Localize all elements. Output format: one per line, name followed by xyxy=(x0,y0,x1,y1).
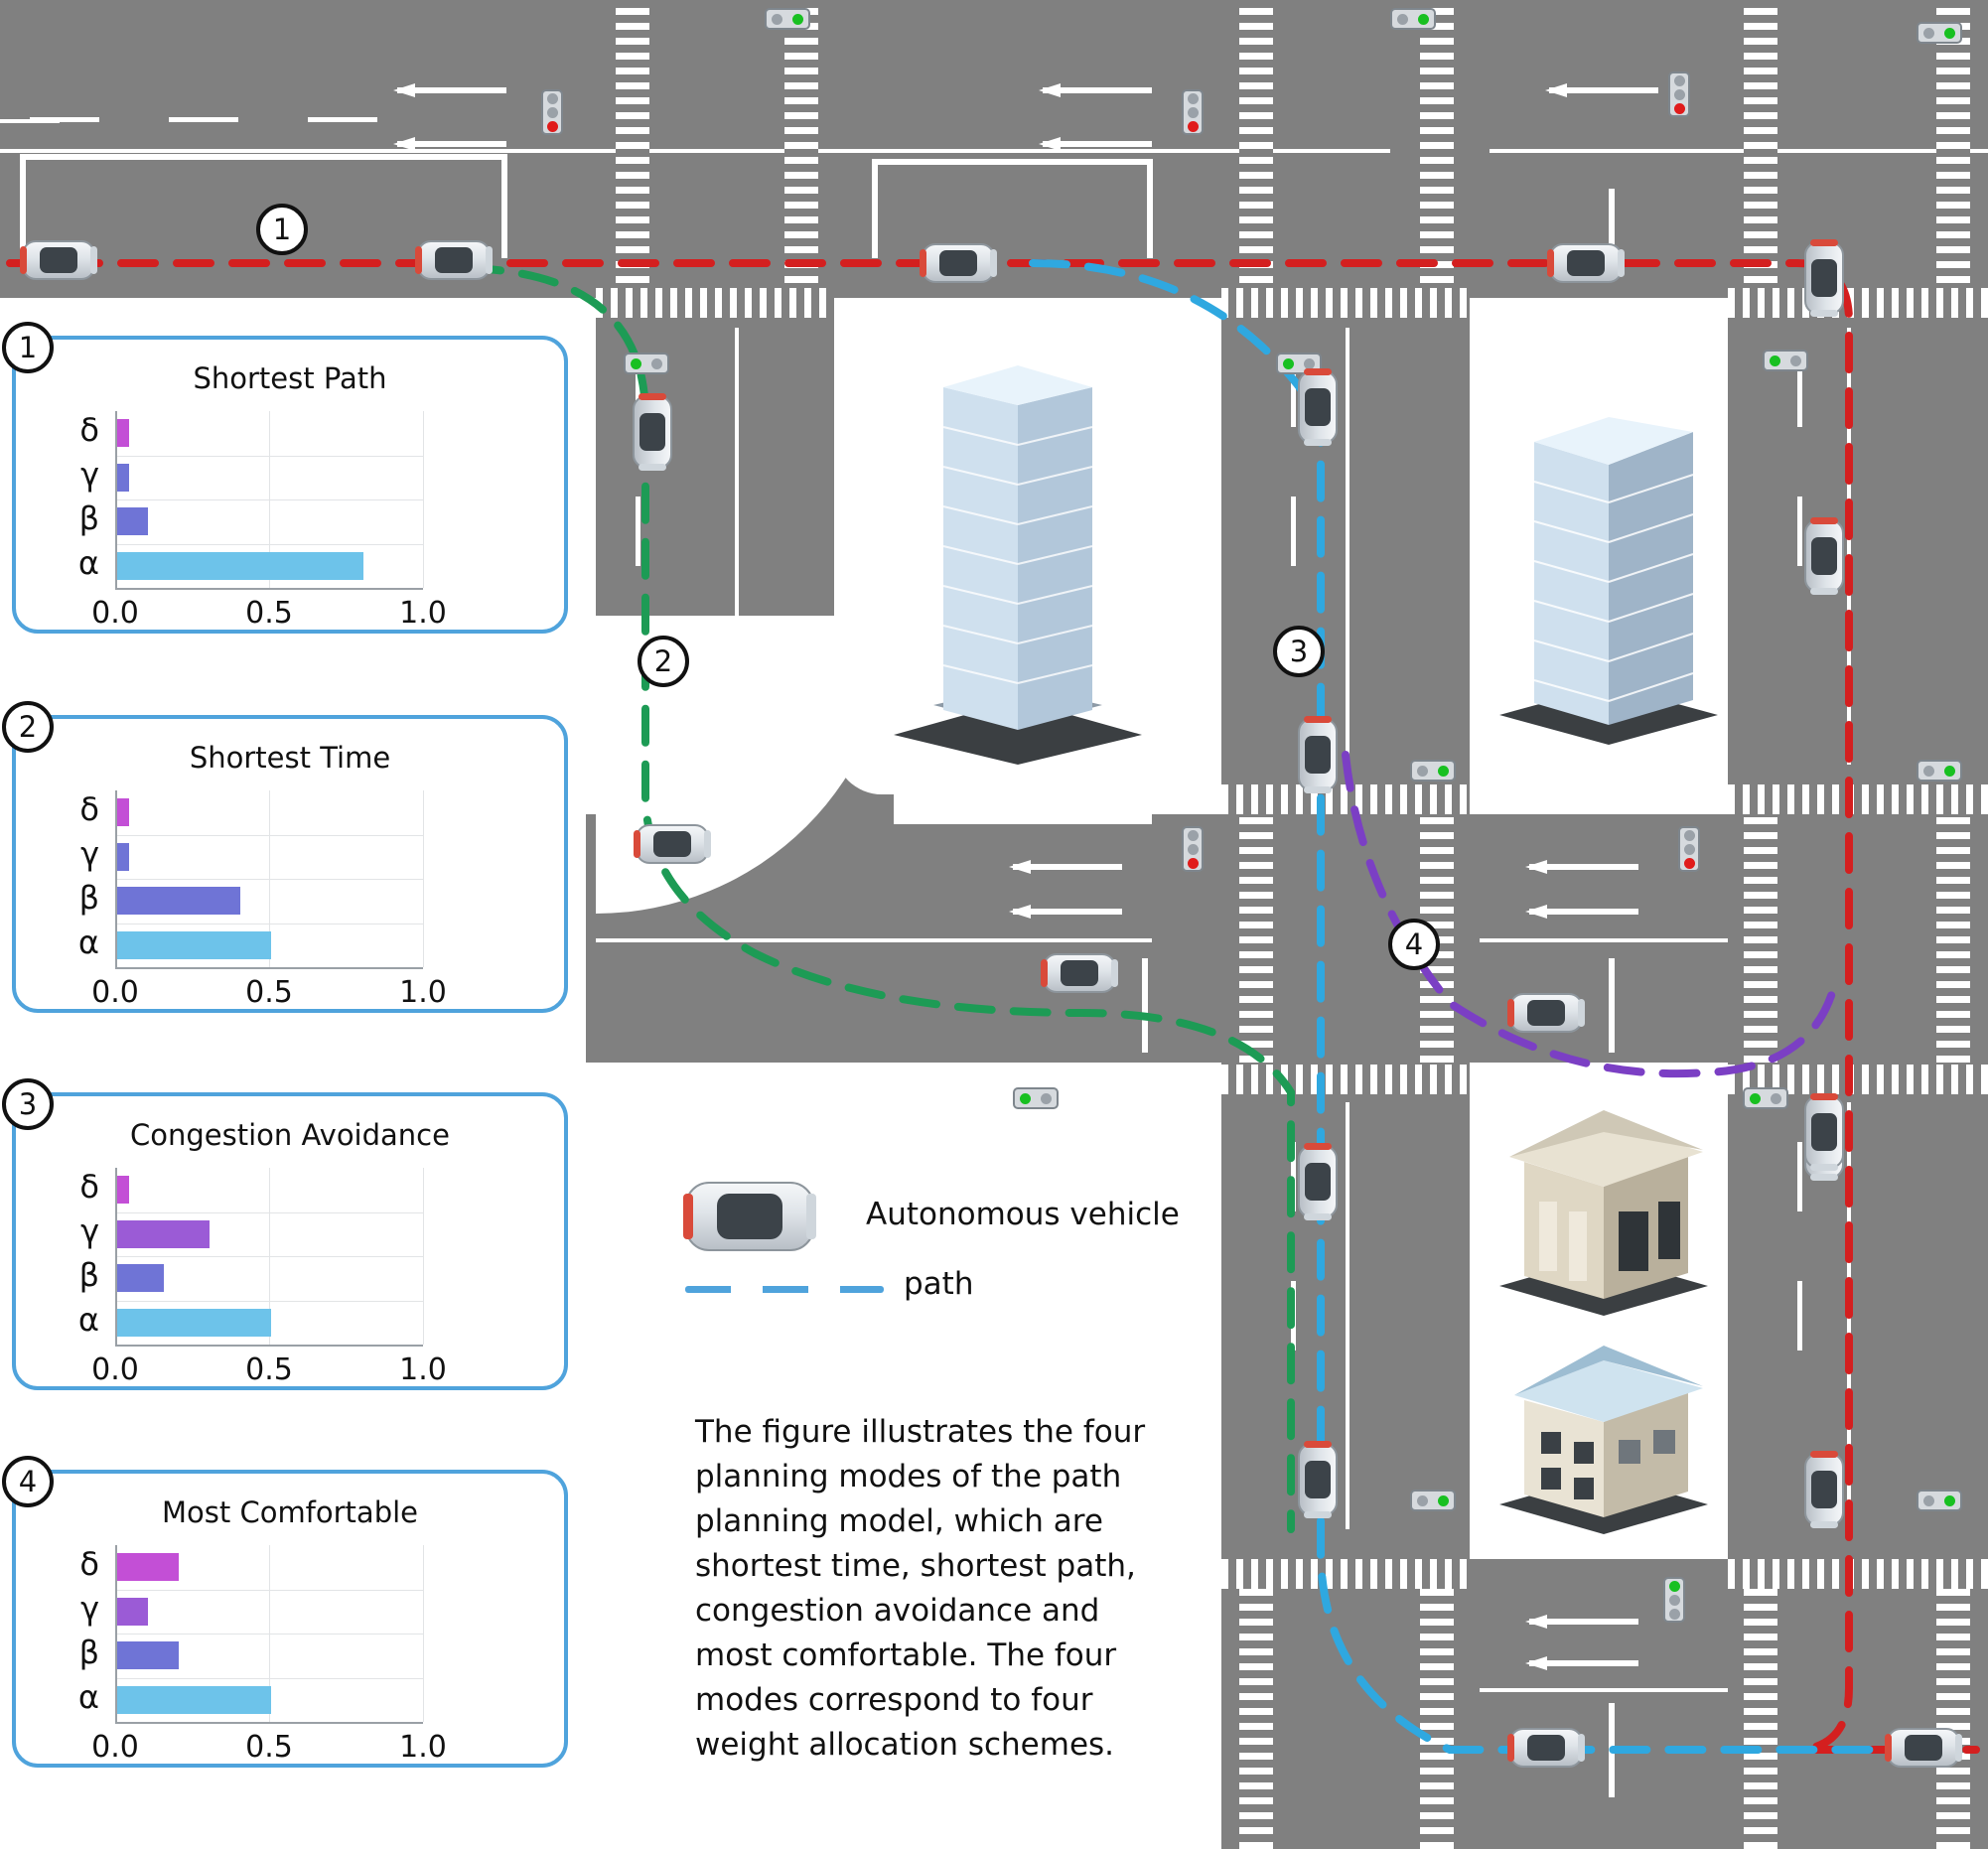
traffic-light-top-1[interactable] xyxy=(541,89,563,135)
chart-x-tick-label: 0.5 xyxy=(245,1352,293,1387)
chart-bar xyxy=(117,464,129,492)
traffic-light-mid-7[interactable] xyxy=(1678,826,1700,872)
traffic-light-mid-3[interactable] xyxy=(1763,350,1808,371)
legend-vehicle-label: Autonomous vehicle xyxy=(866,1197,1180,1232)
chart-gridline xyxy=(115,456,423,457)
vehicle-6 xyxy=(1804,519,1844,593)
vehicle-16 xyxy=(636,824,709,864)
chart-x-tick-label: 0.0 xyxy=(91,1352,139,1387)
chart-gridline xyxy=(423,411,424,588)
vehicle-10 xyxy=(1509,1728,1583,1768)
traffic-light-mid-1[interactable] xyxy=(624,353,669,374)
chart-y-tick-label: β xyxy=(78,879,99,918)
chart-badge-4: 4 xyxy=(2,1456,54,1507)
vehicle-11 xyxy=(1298,1443,1338,1516)
chart-x-tick-label: 1.0 xyxy=(399,596,447,631)
chart-x-tick-label: 0.5 xyxy=(245,975,293,1010)
chart-plot-2 xyxy=(77,790,522,1010)
chart-gridline xyxy=(115,1590,423,1591)
chart-gridline xyxy=(115,544,423,545)
traffic-light-top-3[interactable] xyxy=(1668,71,1690,117)
chart-gridline xyxy=(115,499,423,500)
vehicle-14 xyxy=(1298,370,1338,444)
chart-plot-4 xyxy=(77,1545,522,1765)
traffic-light-low-4[interactable] xyxy=(1917,1490,1962,1511)
chart-bar xyxy=(117,1553,179,1581)
traffic-light-low-1[interactable] xyxy=(1013,1087,1059,1109)
vehicle-12 xyxy=(1298,1145,1338,1218)
chart-badge-3: 3 xyxy=(2,1078,54,1130)
chart-gridline xyxy=(115,1212,423,1213)
chart-gridline xyxy=(115,1301,423,1302)
vehicle-3 xyxy=(922,243,995,283)
chart-x-tick-label: 1.0 xyxy=(399,975,447,1010)
figure-caption: The figure illustrates the four planning modes of the path planning model, which are shortest time, shortest path, congestion avoidance and most comfortable. The four modes correspond to four weight allocation schemes. xyxy=(695,1414,1146,1763)
traffic-light-low-3[interactable] xyxy=(1410,1490,1456,1511)
chart-x-tick-label: 0.0 xyxy=(91,596,139,631)
chart-card-shortest-path xyxy=(12,331,568,634)
traffic-light-mid-5[interactable] xyxy=(1917,760,1962,782)
chart-x-tick-label: 0.0 xyxy=(91,975,139,1010)
chart-y-tick-label: α xyxy=(77,923,99,961)
chart-title-4: Most Comfortable xyxy=(161,1495,419,1529)
chart-bar xyxy=(117,552,363,580)
chart-y-tick-label: γ xyxy=(80,1211,99,1250)
chart-gridline xyxy=(115,1634,423,1635)
vehicle-2 xyxy=(417,240,491,280)
chart-bar xyxy=(117,931,271,959)
route-marker-3[interactable]: 3 xyxy=(1273,626,1325,677)
vehicle-8 xyxy=(1804,1453,1844,1526)
chart-y-tick-label: α xyxy=(77,543,99,582)
chart-x-axis xyxy=(115,1722,423,1724)
chart-x-axis xyxy=(115,588,423,590)
legend-path-icon xyxy=(685,1286,884,1293)
vehicle-18 xyxy=(1509,993,1583,1033)
traffic-light-low-2[interactable] xyxy=(1743,1087,1788,1109)
chart-bar xyxy=(117,798,129,826)
chart-y-tick-label: β xyxy=(78,1256,99,1295)
vehicle-15 xyxy=(633,395,672,469)
chart-y-tick-label: δ xyxy=(79,1545,99,1584)
chart-y-tick-label: α xyxy=(77,1677,99,1716)
traffic-light-top-4[interactable] xyxy=(765,8,810,30)
chart-bar xyxy=(117,1264,164,1292)
chart-gridline xyxy=(423,790,424,967)
vehicle-13 xyxy=(1298,718,1338,791)
chart-gridline xyxy=(115,835,423,836)
vehicle-1 xyxy=(22,240,95,280)
vehicle-19 xyxy=(1804,1095,1844,1169)
chart-x-tick-label: 1.0 xyxy=(399,1352,447,1387)
chart-gridline xyxy=(423,1168,424,1345)
chart-gridline xyxy=(115,1678,423,1679)
chart-bar xyxy=(117,419,129,447)
chart-gridline xyxy=(423,1545,424,1722)
chart-x-tick-label: 1.0 xyxy=(399,1730,447,1765)
chart-bar xyxy=(117,1220,210,1248)
chart-bar xyxy=(117,1309,271,1337)
vehicle-4 xyxy=(1549,243,1623,283)
traffic-light-mid-4[interactable] xyxy=(1410,760,1456,782)
chart-title-1: Shortest Path xyxy=(193,361,387,395)
chart-bar xyxy=(117,1686,271,1714)
chart-bar xyxy=(117,887,240,915)
vehicle-5 xyxy=(1804,241,1844,315)
chart-card-congestion-avoidance xyxy=(12,1087,568,1390)
traffic-light-low-5[interactable] xyxy=(1663,1577,1685,1623)
chart-title-2: Shortest Time xyxy=(189,741,391,775)
vehicle-9 xyxy=(1887,1728,1960,1768)
chart-y-tick-label: δ xyxy=(79,1168,99,1207)
traffic-light-top-2[interactable] xyxy=(1182,89,1204,135)
legend-vehicle-icon xyxy=(685,1182,814,1251)
chart-plot-1 xyxy=(77,411,522,631)
chart-card-most-comfortable xyxy=(12,1465,568,1768)
vehicle-17 xyxy=(1043,953,1116,993)
chart-x-tick-label: 0.5 xyxy=(245,596,293,631)
chart-x-tick-label: 0.5 xyxy=(245,1730,293,1765)
chart-x-axis xyxy=(115,967,423,969)
chart-bar xyxy=(117,1641,179,1669)
chart-y-tick-label: β xyxy=(78,499,99,538)
traffic-light-top-6[interactable] xyxy=(1917,22,1962,44)
legend-path-label: path xyxy=(904,1266,974,1302)
chart-y-tick-label: γ xyxy=(80,834,99,873)
chart-card-shortest-time xyxy=(12,710,568,1013)
chart-badge-2: 2 xyxy=(2,701,54,753)
chart-x-axis xyxy=(115,1345,423,1347)
chart-y-tick-label: γ xyxy=(80,1589,99,1628)
chart-y-tick-label: β xyxy=(78,1634,99,1672)
chart-gridline xyxy=(115,879,423,880)
chart-title-3: Congestion Avoidance xyxy=(130,1118,450,1152)
chart-bar xyxy=(117,507,148,535)
chart-bar xyxy=(117,843,129,871)
chart-y-tick-label: δ xyxy=(79,790,99,829)
traffic-light-top-5[interactable] xyxy=(1390,8,1436,30)
route-marker-1[interactable]: 1 xyxy=(256,204,308,255)
route-marker-4[interactable]: 4 xyxy=(1388,919,1440,970)
chart-plot-3 xyxy=(77,1168,522,1387)
chart-gridline xyxy=(115,1256,423,1257)
chart-badge-1: 1 xyxy=(2,322,54,373)
chart-y-tick-label: δ xyxy=(79,411,99,450)
traffic-light-mid-6[interactable] xyxy=(1182,826,1204,872)
chart-bar xyxy=(117,1176,129,1204)
route-marker-2[interactable]: 2 xyxy=(638,636,689,687)
chart-y-tick-label: α xyxy=(77,1300,99,1339)
chart-y-tick-label: γ xyxy=(80,455,99,494)
chart-bar xyxy=(117,1598,148,1626)
chart-x-tick-label: 0.0 xyxy=(91,1730,139,1765)
